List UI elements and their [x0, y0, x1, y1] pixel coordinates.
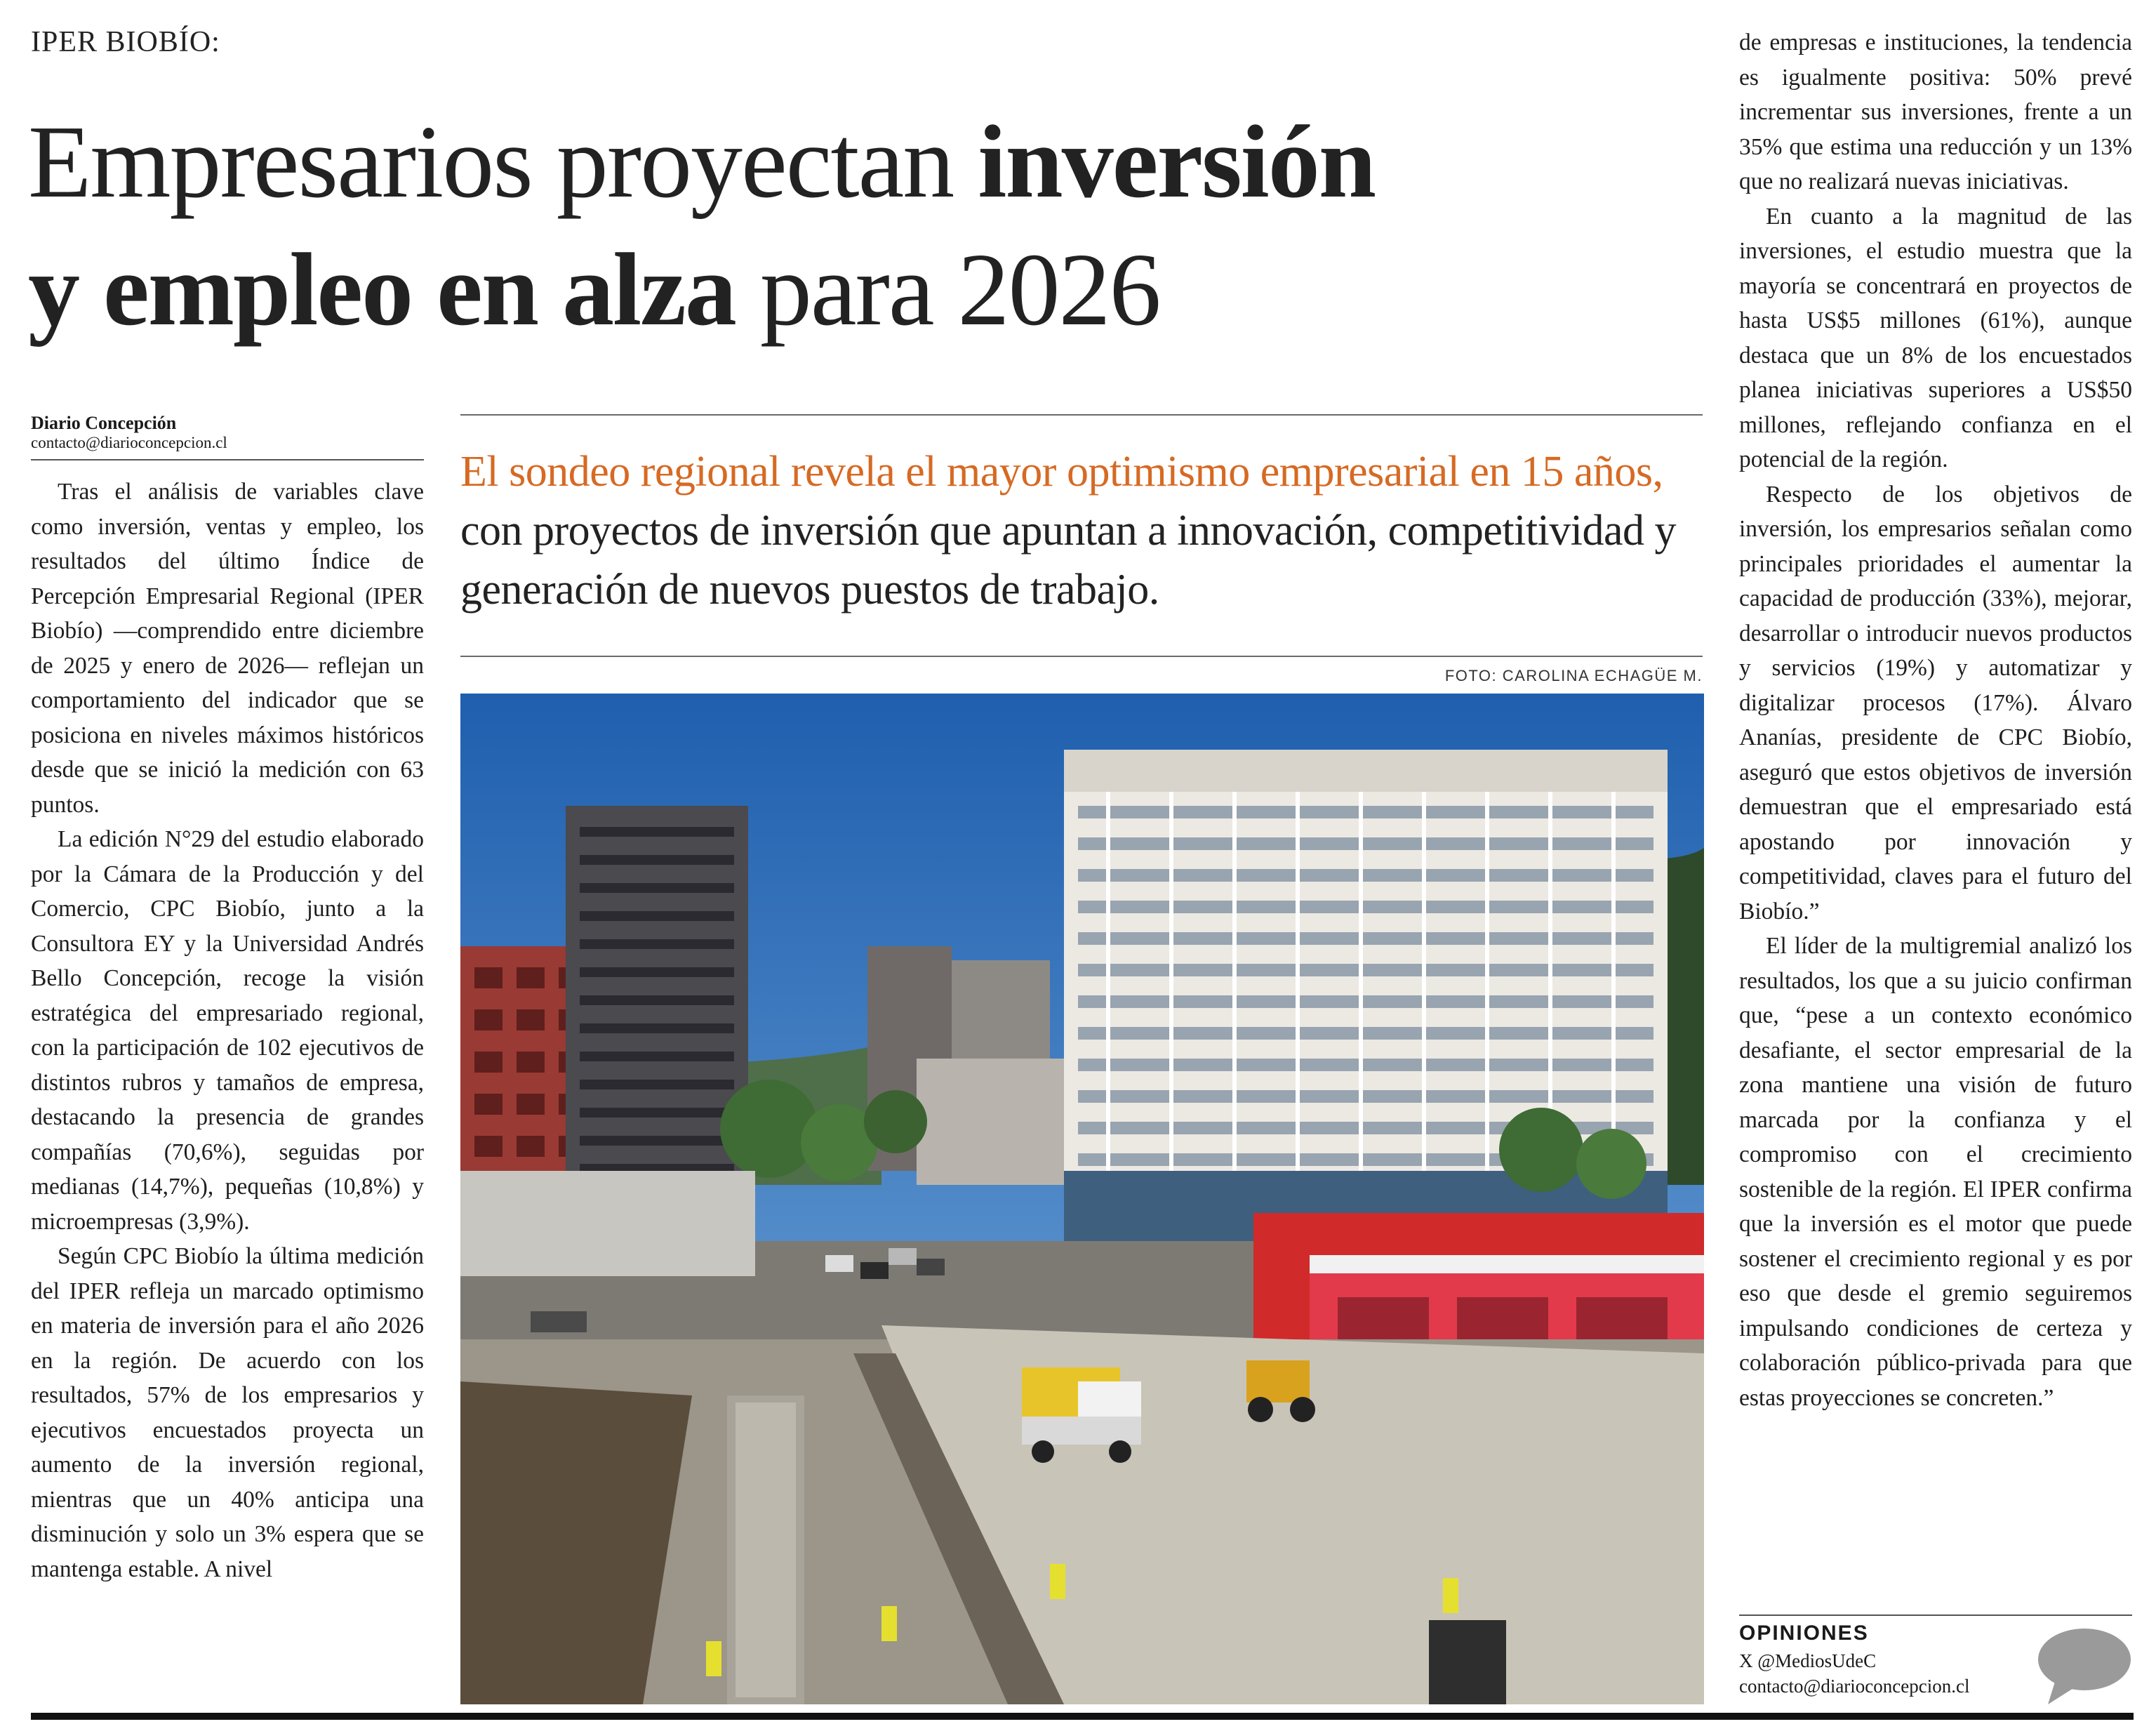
lede-divider-bottom — [460, 656, 1703, 657]
paragraph: Respecto de los objetivos de inversión, los empresarios señalan como principales prioridades el aumentar la capacidad de producción (33%), mejorar, desarrollar o introducir nuevos productos y servicios (19%) y automatizar y digitalizar procesos (17%). Álvaro Ananías, presidente de CPC Biobío, aseguró que estos objetivos de inversión demuestran que el empresariado está apostando por innovación y competitividad, claves para el futuro del Biobío.” — [1739, 481, 2132, 924]
article-column-1 — [31, 475, 424, 1586]
article-column-3 — [1739, 25, 2132, 1415]
lede-accent: El sondeo regional revela el mayor optimismo empresarial en 15 años, — [460, 448, 1663, 496]
byline-email[interactable]: contacto@diarioconcepcion.cl — [31, 434, 227, 451]
opinions-email[interactable]: contacto@diarioconcepcion.cl — [1739, 1676, 1970, 1697]
lede-rest: con proyectos de inversión que apuntan a innovación, competitividad y generación de nuevos puestos de trabajo. — [460, 507, 1677, 614]
headline-line1-bold: inversión — [978, 105, 1376, 220]
page-bottom-rule — [31, 1713, 2134, 1720]
paragraph-continuation: de empresas e instituciones, la tendencia es igualmente positiva: 50% prevé incrementar sus inversiones, frente a un 35% que estima una reducción y un 13% que no realizará nuevas iniciativas. — [1739, 29, 2132, 194]
photo-credit: FOTO: CAROLINA ECHAGÜE M. — [1444, 667, 1703, 684]
article-photo — [460, 694, 1704, 1704]
paragraph: La edición N°29 del estudio elaborado por la Cámara de la Producción y del Comercio, CPC Biobío, junto a la Consultora EY y la Universidad Andrés Bello Concepción, recoge la visión estratégica del empresariado regional, con la participación de 102 ejecutivos de distintos rubros y tamaños de empresa, destacando la presencia de grandes compañías (70,6%), seguidas por medianas (14,7%), pequeñas (10,8%) y microempresas (3,9%). — [31, 826, 424, 1235]
paragraph: El líder de la multigremial analizó los resultados, los que a su juicio confirman que, “pese a un contexto económico desafiante, el sector empresarial de la zona mantiene una visión de futuro marcada por la confianza y el compromiso con el crecimiento sostenible de la región. El IPER confirma que la inversión es el motor que puede sostener el crecimiento regional y es por eso que desde el gremio seguiremos impulsando condiciones de certeza y colaboración público-privada para que estas proyecciones se concreten.” — [1739, 933, 2132, 1411]
opinions-box — [1739, 1622, 2020, 1699]
paragraph: Según CPC Biobío la última medición del IPER refleja un marcado optimismo en materia de inversión para el año 2026 en la región. De acuerdo con los resultados, 57% de los empresarios y ejecutivos encuestados proyecta un aumento de la inversión regional, mientras que un 40% anticipa una disminución y solo un 3% espera que se mantenga estable. A nivel — [31, 1243, 424, 1582]
paragraph: En cuanto a la magnitud de las inversiones, el estudio muestra que la mayoría se concentrará en proyectos de hasta US$5 millones (61%), aunque destaca que un 8% de los encuestados planea iniciativas superiores a US$50 millones, reflejando confianza en el potencial de la región. — [1739, 203, 2132, 472]
byline — [31, 413, 424, 452]
opinions-social[interactable]: X @MediosUdeC — [1739, 1650, 1877, 1671]
lede — [460, 442, 1717, 619]
paragraph: Tras el análisis de variables clave como inversión, ventas y empleo, los resultados del último Índice de Percepción Empresarial Regional (IPER Biobío) —comprendido entre diciembre de 2025 y enero de 2026— reflejan un comportamiento del indicador que se posiciona en niveles máximos históricos desde que se inició la medición con 63 puntos. — [31, 479, 424, 818]
section-tag: IPER BIOBÍO: — [31, 26, 220, 58]
opinions-title: OPINIONES — [1739, 1622, 1869, 1645]
construction-site-illustration — [460, 694, 1704, 1704]
byline-divider — [31, 459, 424, 460]
speech-bubble-icon — [2035, 1623, 2134, 1707]
opinions-divider — [1739, 1614, 2132, 1616]
headline-line1-normal: Empresarios proyectan — [28, 105, 978, 220]
lede-divider-top — [460, 414, 1703, 416]
headline-line2-normal: para 2026 — [735, 232, 1160, 347]
headline — [28, 98, 1712, 354]
byline-name: Diario Concepción — [31, 413, 177, 433]
headline-line2-bold: y empleo en alza — [28, 232, 736, 347]
